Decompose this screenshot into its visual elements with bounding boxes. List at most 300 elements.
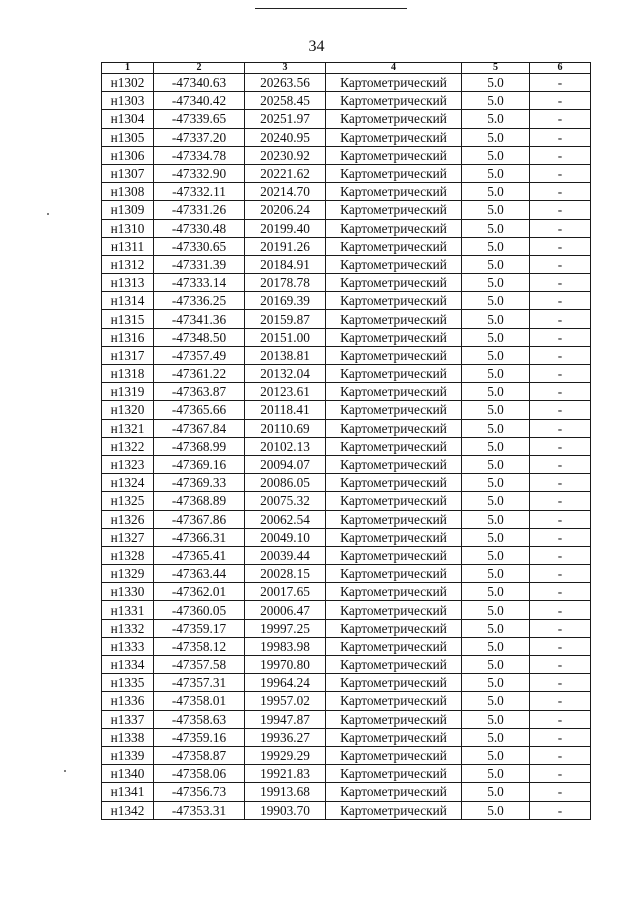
note-cell: - [530, 365, 591, 383]
note-cell: - [530, 401, 591, 419]
y-coordinate-cell: 20151.00 [245, 328, 326, 346]
y-coordinate-cell: 20017.65 [245, 583, 326, 601]
x-coordinate-cell: -47368.99 [154, 437, 245, 455]
point-id-cell: н1338 [102, 728, 154, 746]
point-id-cell: н1307 [102, 164, 154, 182]
point-id-cell: н1322 [102, 437, 154, 455]
table-row [102, 346, 591, 364]
accuracy-cell: 5.0 [462, 637, 530, 655]
column-header-5: 5 [462, 63, 530, 74]
point-id-cell: н1319 [102, 383, 154, 401]
table-row [102, 746, 591, 764]
method-cell: Картометрический [326, 164, 462, 182]
x-coordinate-cell: -47337.20 [154, 128, 245, 146]
table-row [102, 164, 591, 182]
y-coordinate-cell: 19921.83 [245, 765, 326, 783]
y-coordinate-cell: 20240.95 [245, 128, 326, 146]
point-id-cell: н1309 [102, 201, 154, 219]
table-row [102, 619, 591, 637]
note-cell: - [530, 237, 591, 255]
method-cell: Картометрический [326, 74, 462, 92]
method-cell: Картометрический [326, 801, 462, 819]
y-coordinate-cell: 20138.81 [245, 346, 326, 364]
table-row [102, 74, 591, 92]
x-coordinate-cell: -47365.66 [154, 401, 245, 419]
y-coordinate-cell: 20049.10 [245, 528, 326, 546]
table-row [102, 565, 591, 583]
method-cell: Картометрический [326, 546, 462, 564]
note-cell: - [530, 746, 591, 764]
point-id-cell: н1340 [102, 765, 154, 783]
note-cell: - [530, 164, 591, 182]
scan-speck [47, 213, 49, 215]
table-row [102, 437, 591, 455]
note-cell: - [530, 383, 591, 401]
accuracy-cell: 5.0 [462, 565, 530, 583]
accuracy-cell: 5.0 [462, 237, 530, 255]
note-cell: - [530, 92, 591, 110]
y-coordinate-cell: 20184.91 [245, 255, 326, 273]
method-cell: Картометрический [326, 437, 462, 455]
point-id-cell: н1315 [102, 310, 154, 328]
method-cell: Картометрический [326, 765, 462, 783]
table-row [102, 492, 591, 510]
table-row [102, 401, 591, 419]
note-cell: - [530, 674, 591, 692]
y-coordinate-cell: 19903.70 [245, 801, 326, 819]
table-row [102, 328, 591, 346]
point-id-cell: н1323 [102, 455, 154, 473]
table-header [102, 63, 591, 74]
method-cell: Картометрический [326, 455, 462, 473]
table-row [102, 419, 591, 437]
y-coordinate-cell: 20006.47 [245, 601, 326, 619]
note-cell: - [530, 801, 591, 819]
point-id-cell: н1337 [102, 710, 154, 728]
table-row [102, 255, 591, 273]
method-cell: Картометрический [326, 710, 462, 728]
top-rule [255, 8, 407, 9]
note-cell: - [530, 201, 591, 219]
method-cell: Картометрический [326, 237, 462, 255]
point-id-cell: н1339 [102, 746, 154, 764]
note-cell: - [530, 783, 591, 801]
y-coordinate-cell: 20132.04 [245, 365, 326, 383]
column-header-2: 2 [154, 63, 245, 74]
table-row [102, 656, 591, 674]
table-row [102, 783, 591, 801]
note-cell: - [530, 765, 591, 783]
accuracy-cell: 5.0 [462, 474, 530, 492]
table-row [102, 365, 591, 383]
accuracy-cell: 5.0 [462, 92, 530, 110]
x-coordinate-cell: -47362.01 [154, 583, 245, 601]
accuracy-cell: 5.0 [462, 674, 530, 692]
x-coordinate-cell: -47358.87 [154, 746, 245, 764]
point-id-cell: н1317 [102, 346, 154, 364]
method-cell: Картометрический [326, 310, 462, 328]
table-row [102, 528, 591, 546]
x-coordinate-cell: -47340.42 [154, 92, 245, 110]
accuracy-cell: 5.0 [462, 692, 530, 710]
point-id-cell: н1333 [102, 637, 154, 655]
note-cell: - [530, 346, 591, 364]
method-cell: Картометрический [326, 674, 462, 692]
column-header-3: 3 [245, 63, 326, 74]
accuracy-cell: 5.0 [462, 201, 530, 219]
y-coordinate-cell: 20191.26 [245, 237, 326, 255]
table-row [102, 219, 591, 237]
x-coordinate-cell: -47363.44 [154, 565, 245, 583]
table-row [102, 183, 591, 201]
table-row [102, 383, 591, 401]
y-coordinate-cell: 20251.97 [245, 110, 326, 128]
note-cell: - [530, 292, 591, 310]
x-coordinate-cell: -47358.06 [154, 765, 245, 783]
x-coordinate-cell: -47332.90 [154, 164, 245, 182]
note-cell: - [530, 128, 591, 146]
y-coordinate-cell: 19964.24 [245, 674, 326, 692]
table-row [102, 128, 591, 146]
note-cell: - [530, 110, 591, 128]
method-cell: Картометрический [326, 383, 462, 401]
method-cell: Картометрический [326, 365, 462, 383]
table-row [102, 201, 591, 219]
accuracy-cell: 5.0 [462, 801, 530, 819]
method-cell: Картометрический [326, 201, 462, 219]
note-cell: - [530, 492, 591, 510]
y-coordinate-cell: 19913.68 [245, 783, 326, 801]
y-coordinate-cell: 20118.41 [245, 401, 326, 419]
method-cell: Картометрический [326, 401, 462, 419]
y-coordinate-cell: 19970.80 [245, 656, 326, 674]
y-coordinate-cell: 20206.24 [245, 201, 326, 219]
note-cell: - [530, 146, 591, 164]
x-coordinate-cell: -47332.11 [154, 183, 245, 201]
x-coordinate-cell: -47367.86 [154, 510, 245, 528]
y-coordinate-cell: 20075.32 [245, 492, 326, 510]
table-row [102, 310, 591, 328]
point-id-cell: н1325 [102, 492, 154, 510]
method-cell: Картометрический [326, 274, 462, 292]
y-coordinate-cell: 20094.07 [245, 455, 326, 473]
y-coordinate-cell: 20221.62 [245, 164, 326, 182]
accuracy-cell: 5.0 [462, 383, 530, 401]
method-cell: Картометрический [326, 255, 462, 273]
x-coordinate-cell: -47365.41 [154, 546, 245, 564]
point-id-cell: н1341 [102, 783, 154, 801]
point-id-cell: н1310 [102, 219, 154, 237]
accuracy-cell: 5.0 [462, 401, 530, 419]
note-cell: - [530, 310, 591, 328]
y-coordinate-cell: 20214.70 [245, 183, 326, 201]
x-coordinate-cell: -47369.16 [154, 455, 245, 473]
method-cell: Картометрический [326, 146, 462, 164]
note-cell: - [530, 637, 591, 655]
note-cell: - [530, 219, 591, 237]
table-row [102, 546, 591, 564]
x-coordinate-cell: -47360.05 [154, 601, 245, 619]
accuracy-cell: 5.0 [462, 219, 530, 237]
accuracy-cell: 5.0 [462, 728, 530, 746]
point-id-cell: н1314 [102, 292, 154, 310]
x-coordinate-cell: -47356.73 [154, 783, 245, 801]
point-id-cell: н1330 [102, 583, 154, 601]
method-cell: Картометрический [326, 110, 462, 128]
point-id-cell: н1308 [102, 183, 154, 201]
y-coordinate-cell: 19936.27 [245, 728, 326, 746]
x-coordinate-cell: -47357.58 [154, 656, 245, 674]
method-cell: Картометрический [326, 292, 462, 310]
x-coordinate-cell: -47363.87 [154, 383, 245, 401]
x-coordinate-cell: -47366.31 [154, 528, 245, 546]
accuracy-cell: 5.0 [462, 583, 530, 601]
point-id-cell: н1334 [102, 656, 154, 674]
y-coordinate-cell: 20159.87 [245, 310, 326, 328]
point-id-cell: н1313 [102, 274, 154, 292]
note-cell: - [530, 328, 591, 346]
note-cell: - [530, 510, 591, 528]
y-coordinate-cell: 19929.29 [245, 746, 326, 764]
y-coordinate-cell: 19957.02 [245, 692, 326, 710]
point-id-cell: н1332 [102, 619, 154, 637]
y-coordinate-cell: 20230.92 [245, 146, 326, 164]
accuracy-cell: 5.0 [462, 128, 530, 146]
method-cell: Картометрический [326, 746, 462, 764]
x-coordinate-cell: -47358.12 [154, 637, 245, 655]
note-cell: - [530, 710, 591, 728]
method-cell: Картометрический [326, 219, 462, 237]
method-cell: Картометрический [326, 92, 462, 110]
point-id-cell: н1305 [102, 128, 154, 146]
x-coordinate-cell: -47330.48 [154, 219, 245, 237]
column-header-4: 4 [326, 63, 462, 74]
point-id-cell: н1326 [102, 510, 154, 528]
method-cell: Картометрический [326, 656, 462, 674]
accuracy-cell: 5.0 [462, 546, 530, 564]
y-coordinate-cell: 20199.40 [245, 219, 326, 237]
x-coordinate-cell: -47359.17 [154, 619, 245, 637]
method-cell: Картометрический [326, 474, 462, 492]
column-header-6: 6 [530, 63, 591, 74]
y-coordinate-cell: 20086.05 [245, 474, 326, 492]
y-coordinate-cell: 20062.54 [245, 510, 326, 528]
y-coordinate-cell: 20178.78 [245, 274, 326, 292]
y-coordinate-cell: 20102.13 [245, 437, 326, 455]
y-coordinate-cell: 20123.61 [245, 383, 326, 401]
method-cell: Картометрический [326, 419, 462, 437]
y-coordinate-cell: 20263.56 [245, 74, 326, 92]
point-id-cell: н1321 [102, 419, 154, 437]
point-id-cell: н1306 [102, 146, 154, 164]
accuracy-cell: 5.0 [462, 528, 530, 546]
coordinates-table [101, 62, 591, 820]
accuracy-cell: 5.0 [462, 110, 530, 128]
x-coordinate-cell: -47369.33 [154, 474, 245, 492]
table-body [102, 74, 591, 820]
table-row [102, 637, 591, 655]
accuracy-cell: 5.0 [462, 437, 530, 455]
method-cell: Картометрический [326, 528, 462, 546]
note-cell: - [530, 528, 591, 546]
x-coordinate-cell: -47341.36 [154, 310, 245, 328]
y-coordinate-cell: 20169.39 [245, 292, 326, 310]
point-id-cell: н1329 [102, 565, 154, 583]
note-cell: - [530, 474, 591, 492]
x-coordinate-cell: -47339.65 [154, 110, 245, 128]
note-cell: - [530, 692, 591, 710]
note-cell: - [530, 583, 591, 601]
method-cell: Картометрический [326, 728, 462, 746]
point-id-cell: н1302 [102, 74, 154, 92]
x-coordinate-cell: -47357.31 [154, 674, 245, 692]
method-cell: Картометрический [326, 492, 462, 510]
point-id-cell: н1303 [102, 92, 154, 110]
point-id-cell: н1318 [102, 365, 154, 383]
x-coordinate-cell: -47331.39 [154, 255, 245, 273]
y-coordinate-cell: 20039.44 [245, 546, 326, 564]
table-row [102, 710, 591, 728]
accuracy-cell: 5.0 [462, 328, 530, 346]
accuracy-cell: 5.0 [462, 619, 530, 637]
point-id-cell: н1324 [102, 474, 154, 492]
scan-speck [64, 770, 66, 772]
accuracy-cell: 5.0 [462, 346, 530, 364]
note-cell: - [530, 656, 591, 674]
x-coordinate-cell: -47358.01 [154, 692, 245, 710]
point-id-cell: н1331 [102, 601, 154, 619]
table-row [102, 583, 591, 601]
accuracy-cell: 5.0 [462, 656, 530, 674]
method-cell: Картометрический [326, 783, 462, 801]
point-id-cell: н1320 [102, 401, 154, 419]
x-coordinate-cell: -47348.50 [154, 328, 245, 346]
note-cell: - [530, 74, 591, 92]
table-row [102, 510, 591, 528]
y-coordinate-cell: 19947.87 [245, 710, 326, 728]
accuracy-cell: 5.0 [462, 419, 530, 437]
x-coordinate-cell: -47367.84 [154, 419, 245, 437]
note-cell: - [530, 546, 591, 564]
method-cell: Картометрический [326, 328, 462, 346]
table-row [102, 274, 591, 292]
y-coordinate-cell: 19997.25 [245, 619, 326, 637]
x-coordinate-cell: -47353.31 [154, 801, 245, 819]
table-row [102, 110, 591, 128]
accuracy-cell: 5.0 [462, 365, 530, 383]
point-id-cell: н1335 [102, 674, 154, 692]
note-cell: - [530, 728, 591, 746]
method-cell: Картометрический [326, 565, 462, 583]
y-coordinate-cell: 20028.15 [245, 565, 326, 583]
point-id-cell: н1311 [102, 237, 154, 255]
note-cell: - [530, 419, 591, 437]
note-cell: - [530, 255, 591, 273]
table-row [102, 237, 591, 255]
x-coordinate-cell: -47336.25 [154, 292, 245, 310]
note-cell: - [530, 437, 591, 455]
table-row [102, 765, 591, 783]
y-coordinate-cell: 19983.98 [245, 637, 326, 655]
accuracy-cell: 5.0 [462, 492, 530, 510]
point-id-cell: н1316 [102, 328, 154, 346]
accuracy-cell: 5.0 [462, 310, 530, 328]
table-row [102, 92, 591, 110]
accuracy-cell: 5.0 [462, 274, 530, 292]
method-cell: Картометрический [326, 510, 462, 528]
accuracy-cell: 5.0 [462, 746, 530, 764]
x-coordinate-cell: -47330.65 [154, 237, 245, 255]
x-coordinate-cell: -47357.49 [154, 346, 245, 364]
table-row [102, 292, 591, 310]
method-cell: Картометрический [326, 601, 462, 619]
table-row [102, 474, 591, 492]
table-row [102, 601, 591, 619]
accuracy-cell: 5.0 [462, 710, 530, 728]
table-row [102, 455, 591, 473]
accuracy-cell: 5.0 [462, 74, 530, 92]
method-cell: Картометрический [326, 692, 462, 710]
method-cell: Картометрический [326, 346, 462, 364]
x-coordinate-cell: -47333.14 [154, 274, 245, 292]
header-row [102, 63, 591, 74]
x-coordinate-cell: -47340.63 [154, 74, 245, 92]
method-cell: Картометрический [326, 619, 462, 637]
table-row [102, 692, 591, 710]
note-cell: - [530, 455, 591, 473]
table-row [102, 146, 591, 164]
method-cell: Картометрический [326, 637, 462, 655]
accuracy-cell: 5.0 [462, 183, 530, 201]
accuracy-cell: 5.0 [462, 601, 530, 619]
x-coordinate-cell: -47361.22 [154, 365, 245, 383]
y-coordinate-cell: 20110.69 [245, 419, 326, 437]
x-coordinate-cell: -47358.63 [154, 710, 245, 728]
column-header-1: 1 [102, 63, 154, 74]
x-coordinate-cell: -47334.78 [154, 146, 245, 164]
point-id-cell: н1328 [102, 546, 154, 564]
note-cell: - [530, 274, 591, 292]
table-row [102, 728, 591, 746]
accuracy-cell: 5.0 [462, 510, 530, 528]
note-cell: - [530, 619, 591, 637]
accuracy-cell: 5.0 [462, 146, 530, 164]
method-cell: Картометрический [326, 128, 462, 146]
table-row [102, 801, 591, 819]
accuracy-cell: 5.0 [462, 255, 530, 273]
accuracy-cell: 5.0 [462, 164, 530, 182]
x-coordinate-cell: -47368.89 [154, 492, 245, 510]
accuracy-cell: 5.0 [462, 783, 530, 801]
y-coordinate-cell: 20258.45 [245, 92, 326, 110]
point-id-cell: н1327 [102, 528, 154, 546]
accuracy-cell: 5.0 [462, 765, 530, 783]
accuracy-cell: 5.0 [462, 292, 530, 310]
x-coordinate-cell: -47359.16 [154, 728, 245, 746]
x-coordinate-cell: -47331.26 [154, 201, 245, 219]
page-number: 34 [308, 38, 325, 55]
method-cell: Картометрический [326, 583, 462, 601]
note-cell: - [530, 601, 591, 619]
accuracy-cell: 5.0 [462, 455, 530, 473]
note-cell: - [530, 565, 591, 583]
table-row [102, 674, 591, 692]
point-id-cell: н1312 [102, 255, 154, 273]
method-cell: Картометрический [326, 183, 462, 201]
point-id-cell: н1304 [102, 110, 154, 128]
note-cell: - [530, 183, 591, 201]
point-id-cell: н1342 [102, 801, 154, 819]
